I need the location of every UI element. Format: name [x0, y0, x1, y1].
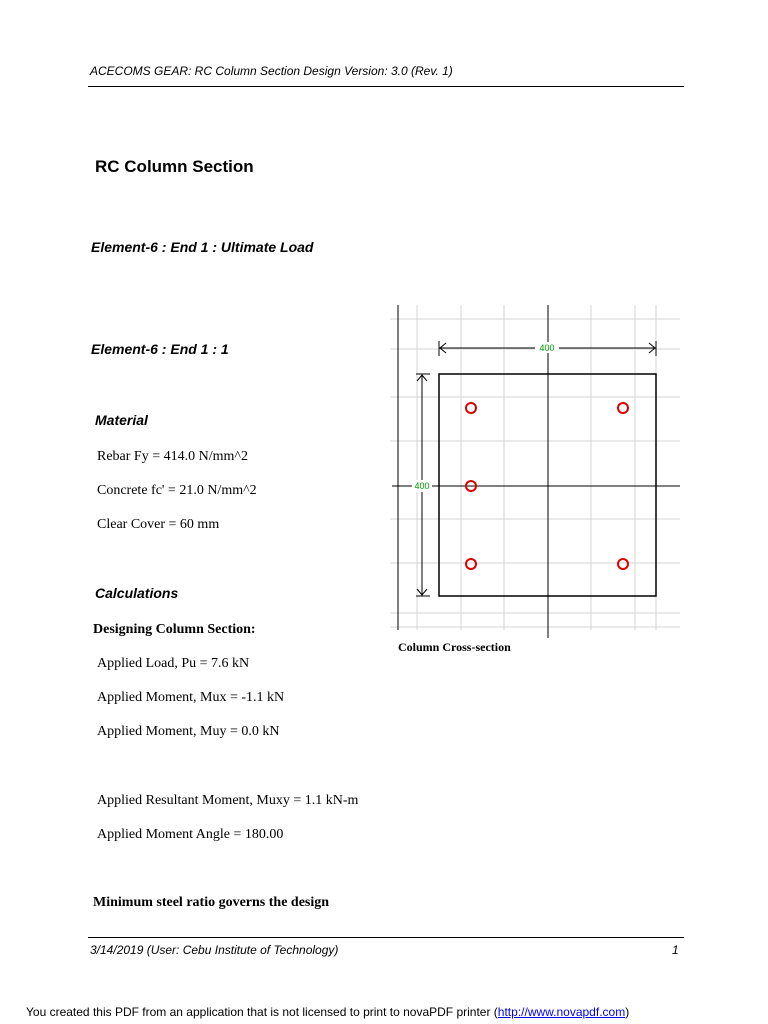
footer-rule [88, 937, 684, 938]
moment-mux-line: Applied Moment, Mux = -1.1 kN [97, 690, 285, 705]
clear-cover-line: Clear Cover = 60 mm [97, 517, 220, 532]
page-number: 1 [672, 943, 679, 957]
design-conclusion: Minimum steel ratio governs the design [93, 895, 330, 910]
moment-muy-line: Applied Moment, Muy = 0.0 kN [97, 724, 280, 739]
license-notice-text: You created this PDF from an application that is not licensed to print to novaPDF printer ( [26, 1005, 498, 1019]
header-rule [88, 86, 684, 87]
document-header: ACECOMS GEAR: RC Column Section Design Version: 3.0 (Rev. 1) [90, 64, 453, 78]
page-title: RC Column Section [95, 157, 254, 176]
height-dimension-label: 400 [414, 481, 430, 491]
license-notice-end: ) [625, 1005, 630, 1019]
rebar-bottom-left [466, 559, 476, 569]
rebar-fy-line: Rebar Fy = 414.0 N/mm^2 [97, 449, 248, 464]
applied-load-line: Applied Load, Pu = 7.6 kN [97, 656, 250, 671]
novapdf-link[interactable]: http://www.novapdf.com [497, 1005, 626, 1019]
license-notice [26, 1005, 629, 1019]
rebar-top-right [618, 403, 628, 413]
moment-angle-line: Applied Moment Angle = 180.00 [97, 827, 284, 842]
element-case-heading: Element-6 : End 1 : 1 [91, 341, 229, 357]
material-heading: Material [95, 412, 148, 428]
rebar-top-left [466, 403, 476, 413]
column-cross-section-diagram [390, 305, 685, 640]
designing-column-subheading: Designing Column Section: [93, 622, 256, 637]
rebar-bottom-right [618, 559, 628, 569]
footer-date-user: 3/14/2019 (User: Cebu Institute of Technology) [90, 943, 339, 957]
resultant-moment-line: Applied Resultant Moment, Muxy = 1.1 kN-m [97, 793, 359, 808]
width-dimension-label: 400 [539, 343, 555, 353]
diagram-caption: Column Cross-section [398, 640, 511, 654]
element-load-heading: Element-6 : End 1 : Ultimate Load [91, 239, 314, 255]
calculations-heading: Calculations [95, 585, 179, 601]
concrete-fc-line: Concrete fc' = 21.0 N/mm^2 [97, 483, 257, 498]
grid-lines [390, 305, 680, 630]
